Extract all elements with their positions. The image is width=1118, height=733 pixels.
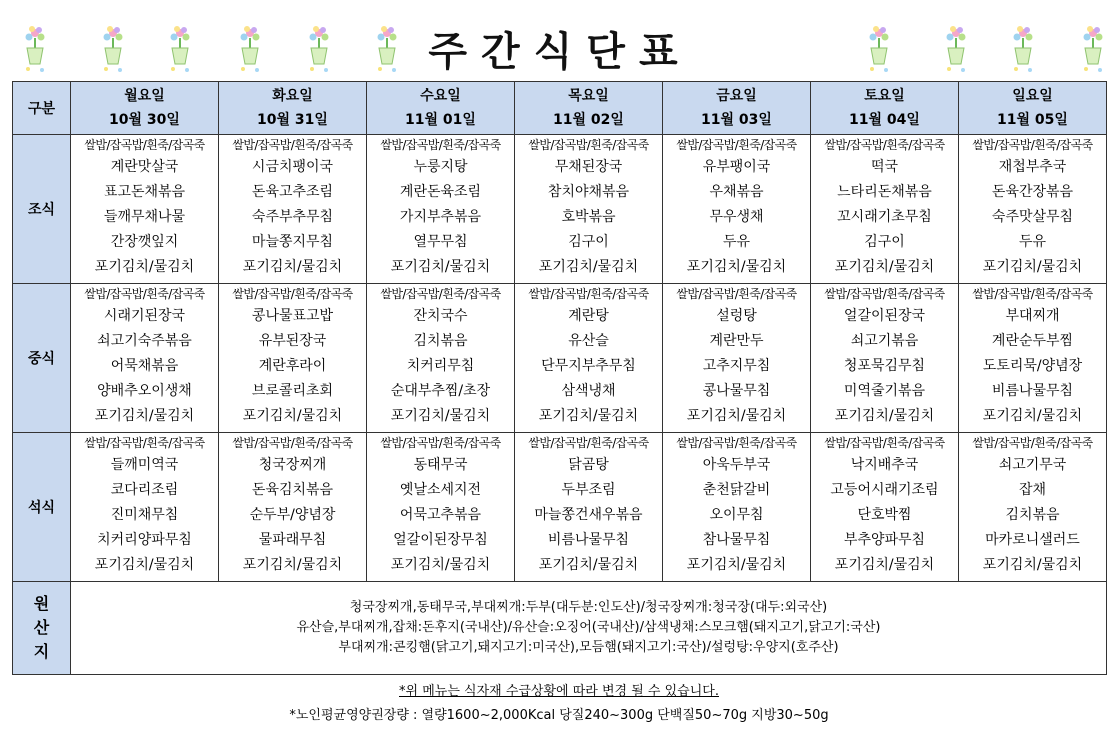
day-name: 화요일 (272, 88, 313, 104)
menu-dish: 물파래무침 (258, 532, 327, 548)
menu-cell (367, 284, 515, 433)
page-title: 주간식단표 (428, 29, 692, 75)
menu-dish: 돈육고추조림 (251, 184, 334, 200)
menu-dish: 포기김치/물김치 (390, 557, 491, 573)
rice-options: 쌀밥/잡곡밥/흰죽/잡곡죽 (676, 287, 797, 301)
menu-dish: 양배추오이생채 (97, 383, 192, 399)
menu-dish: 들깨미역국 (110, 457, 179, 473)
menu-dish: 포기김치/물김치 (242, 557, 343, 573)
menu-dish: 두부조림 (561, 482, 616, 498)
day-name: 수요일 (420, 88, 461, 104)
menu-dish: 포기김치/물김치 (834, 408, 935, 424)
origin-label-char: 산 (33, 618, 50, 637)
rice-options: 쌀밥/잡곡밥/흰죽/잡곡죽 (380, 138, 501, 152)
menu-dish: 도토리묵/양념장 (982, 358, 1083, 374)
menu-dish: 어묵고추볶음 (399, 507, 482, 523)
menu-cell (71, 284, 219, 433)
nutrition-guideline: *노인평균영양권장량 : 열량1600~2,000Kcal 당질240~300g 단백질50~70g 지방30~50g (289, 708, 829, 723)
flower-pot-icon (374, 24, 400, 74)
menu-dish: 잔치국수 (413, 308, 468, 324)
menu-cell (663, 135, 811, 284)
menu-dish: 표고돈채볶음 (103, 184, 186, 200)
day-date: 10월 30일 (109, 112, 180, 128)
menu-dish: 두유 (1018, 234, 1047, 250)
menu-cell (811, 433, 959, 582)
flower-pot-icon (306, 24, 332, 74)
day-header (663, 82, 811, 135)
menu-dish: 두유 (722, 234, 751, 250)
menu-dish: 브로콜리초회 (251, 383, 334, 399)
day-header (219, 82, 367, 135)
menu-dish: 포기김치/물김치 (242, 259, 343, 275)
menu-dish: 단호박찜 (857, 507, 912, 523)
menu-dish: 무채된장국 (554, 159, 623, 175)
menu-dish: 포기김치/물김치 (982, 259, 1083, 275)
day-name: 토요일 (864, 88, 905, 104)
menu-dish: 마늘쫑건새우볶음 (534, 507, 643, 523)
day-header (959, 82, 1107, 135)
menu-dish: 시래기된장국 (103, 308, 186, 324)
menu-cell (811, 284, 959, 433)
flower-pot-icon (866, 24, 892, 74)
menu-cell (663, 284, 811, 433)
menu-cell (959, 284, 1107, 433)
menu-dish: 김구이 (568, 234, 609, 250)
day-header-row (13, 82, 1107, 135)
menu-dish: 포기김치/물김치 (94, 557, 195, 573)
menu-cell (663, 433, 811, 582)
menu-cell (71, 135, 219, 284)
menu-dish: 계란만두 (709, 333, 764, 349)
menu-dish: 숙주부추무침 (251, 209, 334, 225)
menu-dish: 계란순두부찜 (991, 333, 1074, 349)
menu-cell (219, 135, 367, 284)
menu-cell (219, 433, 367, 582)
menu-dish: 우채볶음 (709, 184, 764, 200)
rice-options: 쌀밥/잡곡밥/흰죽/잡곡죽 (824, 287, 945, 301)
rice-options: 쌀밥/잡곡밥/흰죽/잡곡죽 (824, 138, 945, 152)
menu-dish: 유부팽이국 (702, 159, 771, 175)
menu-dish: 콩나물표고밥 (251, 308, 334, 324)
flower-pot-icon (100, 24, 126, 74)
rice-options: 쌀밥/잡곡밥/흰죽/잡곡죽 (232, 287, 353, 301)
menu-cell (959, 135, 1107, 284)
menu-dish: 고등어시래기조림 (830, 482, 939, 498)
rice-options: 쌀밥/잡곡밥/흰죽/잡곡죽 (84, 436, 205, 450)
menu-dish: 열무무침 (413, 234, 468, 250)
menu-dish: 계란맛살국 (110, 159, 179, 175)
rice-options: 쌀밥/잡곡밥/흰죽/잡곡죽 (972, 138, 1093, 152)
menu-dish: 포기김치/물김치 (242, 408, 343, 424)
menu-dish: 춘천닭갈비 (702, 482, 771, 498)
flower-pot-icon (167, 24, 193, 74)
menu-cell (71, 433, 219, 582)
day-name: 목요일 (568, 88, 609, 104)
menu-dish: 가지부추볶음 (399, 209, 482, 225)
change-notice: *위 메뉴는 식자재 수급상황에 따라 변경 될 수 있습니다. (399, 684, 719, 699)
menu-dish: 비름나물무침 (991, 383, 1074, 399)
rice-options: 쌀밥/잡곡밥/흰죽/잡곡죽 (84, 138, 205, 152)
menu-dish: 치커리양파무침 (97, 532, 192, 548)
menu-dish: 옛날소세지전 (399, 482, 482, 498)
menu-dish: 호박볶음 (561, 209, 616, 225)
menu-dish: 들깨무채나물 (103, 209, 186, 225)
menu-cell (811, 135, 959, 284)
menu-dish: 돈육간장볶음 (991, 184, 1074, 200)
weekly-menu-table (12, 81, 1107, 675)
rice-options: 쌀밥/잡곡밥/흰죽/잡곡죽 (528, 436, 649, 450)
menu-dish: 포기김치/물김치 (834, 557, 935, 573)
menu-dish: 시금치팽이국 (251, 159, 334, 175)
menu-dish: 포기김치/물김치 (390, 408, 491, 424)
origin-info (71, 582, 1107, 675)
meal-row (13, 284, 1107, 433)
menu-dish: 참치야채볶음 (547, 184, 630, 200)
day-date: 11월 02일 (553, 112, 624, 128)
day-name: 일요일 (1012, 88, 1053, 104)
origin-line: 유산슬,부대찌개,잡채:돈후지(국내산)/유산슬:오징어(국내산)/삼색냉채:스모크햄(돼지고기,닭고기:국산) (296, 620, 881, 635)
menu-dish: 동태무국 (413, 457, 468, 473)
menu-dish: 계란후라이 (258, 358, 327, 374)
menu-dish: 김치볶음 (413, 333, 468, 349)
day-name: 금요일 (716, 88, 757, 104)
menu-dish: 쇠고기볶음 (850, 333, 919, 349)
meal-label: 석식 (13, 433, 71, 582)
menu-dish: 진미채무침 (110, 507, 179, 523)
menu-dish: 콩나물무침 (702, 383, 771, 399)
origin-line: 청국장찌개,동태무국,부대찌개:두부(대두분:인도산)/청국장찌개:청국장(대두:외국산) (349, 600, 828, 615)
menu-dish: 누룽지탕 (413, 159, 468, 175)
menu-dish: 계란돈육조림 (399, 184, 482, 200)
menu-dish: 청국장찌개 (258, 457, 327, 473)
rice-options: 쌀밥/잡곡밥/흰죽/잡곡죽 (528, 138, 649, 152)
meal-label: 조식 (13, 135, 71, 284)
rice-options: 쌀밥/잡곡밥/흰죽/잡곡죽 (528, 287, 649, 301)
menu-dish: 돈육김치볶음 (251, 482, 334, 498)
menu-cell (219, 284, 367, 433)
day-date: 11월 05일 (997, 112, 1068, 128)
page-header (0, 0, 1118, 80)
menu-dish: 포기김치/물김치 (94, 259, 195, 275)
menu-dish: 고추지무침 (702, 358, 771, 374)
menu-dish: 낙지배추국 (850, 457, 919, 473)
menu-dish: 쇠고기무국 (998, 457, 1067, 473)
day-header (811, 82, 959, 135)
menu-dish: 포기김치/물김치 (686, 557, 787, 573)
day-date: 10월 31일 (257, 112, 328, 128)
menu-dish: 포기김치/물김치 (538, 259, 639, 275)
menu-dish: 아욱두부국 (702, 457, 771, 473)
day-date: 11월 04일 (849, 112, 920, 128)
menu-dish: 삼색냉채 (561, 383, 616, 399)
rice-options: 쌀밥/잡곡밥/흰죽/잡곡죽 (380, 287, 501, 301)
flower-pot-icon (237, 24, 263, 74)
menu-dish: 부대찌개 (1005, 308, 1060, 324)
menu-dish: 오이무침 (709, 507, 764, 523)
menu-dish: 청포묵김무침 (843, 358, 926, 374)
menu-dish: 포기김치/물김치 (538, 408, 639, 424)
header-label: 구분 (13, 82, 71, 135)
menu-dish: 무우생채 (709, 209, 764, 225)
menu-cell (367, 135, 515, 284)
menu-dish: 유부된장국 (258, 333, 327, 349)
menu-dish: 참나물무침 (702, 532, 771, 548)
menu-dish: 치커리무침 (406, 358, 475, 374)
rice-options: 쌀밥/잡곡밥/흰죽/잡곡죽 (232, 436, 353, 450)
meal-row (13, 433, 1107, 582)
menu-dish: 닭곰탕 (568, 457, 609, 473)
meal-row (13, 135, 1107, 284)
day-header (71, 82, 219, 135)
menu-dish: 어묵채볶음 (110, 358, 179, 374)
menu-dish: 부추양파무침 (843, 532, 926, 548)
menu-dish: 포기김치/물김치 (686, 259, 787, 275)
menu-cell (515, 135, 663, 284)
menu-dish: 얼갈이된장무침 (393, 532, 488, 548)
rice-options: 쌀밥/잡곡밥/흰죽/잡곡죽 (676, 436, 797, 450)
origin-label (13, 582, 71, 675)
menu-dish: 떡국 (870, 159, 899, 175)
menu-dish: 미역줄기볶음 (843, 383, 926, 399)
menu-cell (515, 433, 663, 582)
rice-options: 쌀밥/잡곡밥/흰죽/잡곡죽 (380, 436, 501, 450)
menu-dish: 코다리조림 (110, 482, 179, 498)
menu-cell (959, 433, 1107, 582)
day-date: 11월 03일 (701, 112, 772, 128)
menu-dish: 포기김치/물김치 (686, 408, 787, 424)
meal-rows (13, 135, 1107, 582)
menu-dish: 단무지부추무침 (541, 358, 636, 374)
menu-dish: 순대부추찜/초장 (390, 383, 491, 399)
menu-cell (515, 284, 663, 433)
rice-options: 쌀밥/잡곡밥/흰죽/잡곡죽 (824, 436, 945, 450)
origin-label-char: 원 (33, 594, 50, 613)
menu-dish: 꼬시래기초무침 (837, 209, 932, 225)
origin-line: 부대찌개:콘킹햄(닭고기,돼지고기:미국산),모듬햄(돼지고기:국산)/설렁탕:우양지(호주산) (338, 640, 839, 655)
menu-dish: 느타리돈채볶음 (837, 184, 932, 200)
menu-dish: 마카로니샐러드 (985, 532, 1080, 548)
menu-dish: 비름나물무침 (547, 532, 630, 548)
meal-label: 중식 (13, 284, 71, 433)
menu-cell (367, 433, 515, 582)
rice-options: 쌀밥/잡곡밥/흰죽/잡곡죽 (84, 287, 205, 301)
rice-options: 쌀밥/잡곡밥/흰죽/잡곡죽 (676, 138, 797, 152)
menu-dish: 얼갈이된장국 (843, 308, 926, 324)
origin-row (13, 582, 1107, 675)
flower-pot-icon (943, 24, 969, 74)
menu-dish: 포기김치/물김치 (982, 408, 1083, 424)
flower-pot-icon (1080, 24, 1106, 74)
menu-dish: 포기김치/물김치 (390, 259, 491, 275)
origin-label-char: 지 (33, 642, 50, 661)
menu-dish: 설렁탕 (716, 308, 757, 324)
flower-pot-icon (1010, 24, 1036, 74)
menu-dish: 재첩부추국 (998, 159, 1067, 175)
menu-dish: 포기김치/물김치 (94, 408, 195, 424)
menu-dish: 쇠고기숙주볶음 (97, 333, 192, 349)
flower-pot-icon (22, 24, 48, 74)
menu-dish: 숙주맛살무침 (991, 209, 1074, 225)
menu-dish: 김구이 (864, 234, 905, 250)
menu-dish: 유산슬 (568, 333, 609, 349)
menu-dish: 계란탕 (568, 308, 609, 324)
menu-dish: 포기김치/물김치 (538, 557, 639, 573)
day-header (367, 82, 515, 135)
menu-dish: 순두부/양념장 (249, 507, 336, 523)
rice-options: 쌀밥/잡곡밥/흰죽/잡곡죽 (232, 138, 353, 152)
menu-dish: 포기김치/물김치 (834, 259, 935, 275)
menu-dish: 김치볶음 (1005, 507, 1060, 523)
menu-dish: 잡채 (1018, 482, 1047, 498)
day-date: 11월 01일 (405, 112, 476, 128)
day-header (515, 82, 663, 135)
menu-dish: 간장깻잎지 (110, 234, 179, 250)
rice-options: 쌀밥/잡곡밥/흰죽/잡곡죽 (972, 287, 1093, 301)
menu-dish: 마늘쫑지무침 (251, 234, 334, 250)
day-name: 월요일 (124, 88, 165, 104)
rice-options: 쌀밥/잡곡밥/흰죽/잡곡죽 (972, 436, 1093, 450)
menu-dish: 포기김치/물김치 (982, 557, 1083, 573)
